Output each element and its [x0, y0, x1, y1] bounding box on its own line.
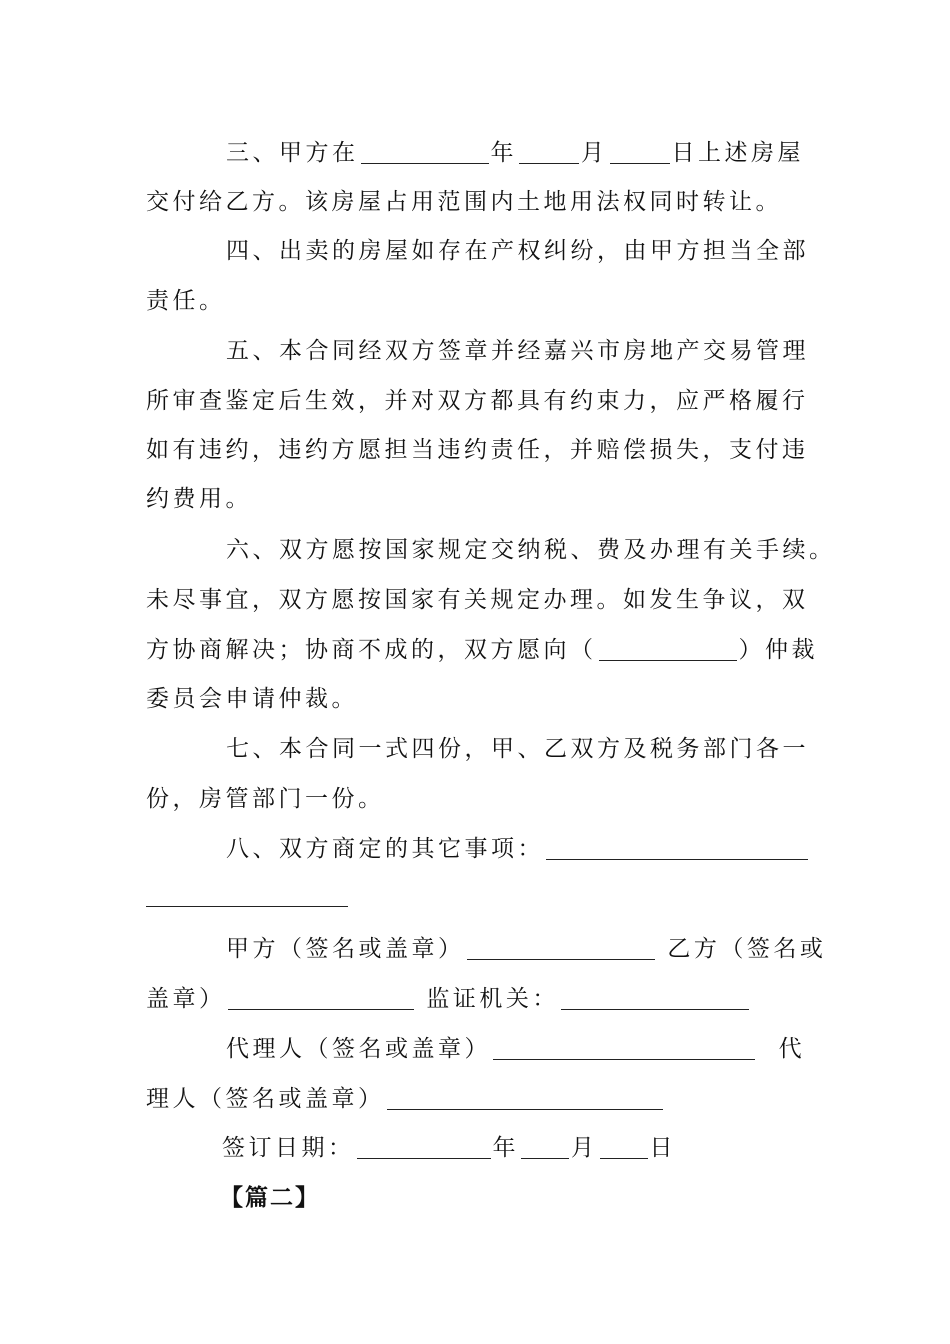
agent-a-label: 代理人（签名或盖章） — [226, 1036, 491, 1062]
signature-line-3 — [226, 1032, 805, 1066]
signing-month-blank — [521, 1134, 569, 1159]
agent-b-label-part1: 代 — [778, 1036, 806, 1062]
signing-month-label: 月 — [571, 1135, 598, 1161]
signing-day-blank — [600, 1134, 648, 1159]
signing-date-label: 签订日期： — [222, 1135, 355, 1161]
agent-a-signature-blank — [493, 1035, 755, 1060]
clause-5-line-3: 如有违约，违约方愿担当违约责任，并赔偿损失，支付违 — [146, 437, 809, 463]
signing-date-line — [222, 1131, 676, 1165]
clause-3-line-1 — [226, 136, 804, 170]
signature-line-2 — [146, 982, 751, 1016]
agent-b-signature-blank — [387, 1085, 663, 1110]
clause-8-line-1 — [226, 832, 810, 866]
clause-5-line-4: 约费用。 — [146, 486, 252, 512]
party-a-signature-blank — [467, 935, 655, 960]
signing-year-blank — [357, 1134, 491, 1159]
party-b-signature-blank — [228, 985, 414, 1010]
clause-5-line-2: 所审查鉴定后生效，并对双方都具有约束力，应严格履行 — [146, 388, 809, 414]
clause-6-line-4: 委员会申请仲裁。 — [146, 686, 358, 712]
clause-3-text-a: 三、甲方在 — [226, 140, 359, 166]
clause-4-line-1: 四、出卖的房屋如存在产权纠纷，由甲方担当全部 — [226, 238, 809, 264]
party-b-label-part1: 乙方（签名或 — [667, 936, 827, 962]
clause-7-line-2: 份，房管部门一份。 — [146, 786, 385, 812]
signing-year-label: 年 — [492, 1135, 519, 1161]
signing-day-label: 日 — [649, 1135, 676, 1161]
agent-b-label-part2: 理人（签名或盖章） — [146, 1086, 385, 1112]
clause-3-text-c: 月 — [581, 140, 608, 166]
clause-3-text-d: 日上述房屋 — [671, 140, 804, 166]
notary-blank — [561, 985, 749, 1010]
other-matters-blank-continued — [146, 906, 348, 907]
clause-8-text: 八、双方商定的其它事项： — [226, 836, 544, 862]
notary-label: 监证机关： — [426, 986, 559, 1012]
signature-line-1 — [226, 932, 826, 966]
clause-6-text-b: ）仲裁 — [738, 637, 818, 663]
clause-5-line-1: 五、本合同经双方签章并经嘉兴市房地产交易管理 — [226, 338, 809, 364]
party-a-label: 甲方（签名或盖章） — [226, 936, 465, 962]
day-blank — [610, 139, 670, 164]
clause-4-line-2: 责任。 — [146, 288, 226, 314]
clause-3-line-2: 交付给乙方。该房屋占用范围内土地用法权同时转让。 — [146, 189, 782, 215]
month-blank — [519, 139, 579, 164]
clause-6-line-1: 六、双方愿按国家规定交纳税、费及办理有关手续。 — [226, 537, 836, 563]
signature-line-4 — [146, 1082, 665, 1116]
arbitration-blank — [599, 636, 737, 661]
other-matters-blank — [546, 835, 808, 860]
clause-3-text-b: 年 — [490, 140, 517, 166]
clause-6-text-a: 方协商解决；协商不成的，双方愿向（ — [146, 637, 597, 663]
section-heading: 【篇二】 — [220, 1184, 320, 1211]
clause-6-line-2: 未尽事宜，双方愿按国家有关规定办理。如发生争议，双 — [146, 587, 809, 613]
party-b-label-part2: 盖章） — [146, 986, 226, 1012]
year-blank — [361, 139, 489, 164]
clause-6-line-3 — [146, 633, 818, 667]
clause-7-line-1: 七、本合同一式四份，甲、乙双方及税务部门各一 — [226, 736, 809, 762]
